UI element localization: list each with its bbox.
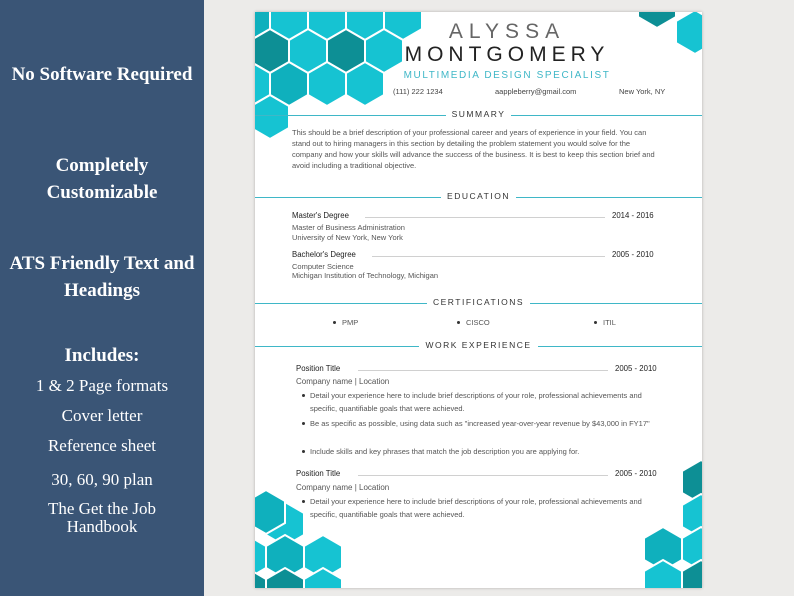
divider <box>358 370 608 371</box>
cert-item: CISCO <box>466 318 490 327</box>
bullet-dot <box>302 422 305 425</box>
edu-field: Master of Business Administration <box>292 223 405 232</box>
divider <box>372 256 605 257</box>
includes-title: Includes: <box>64 345 140 366</box>
location: New York, NY <box>619 87 666 96</box>
job-bullet: Detail your experience here to include brief descriptions of your role, professional achievements and specific, quantifiable goals that were achieved. <box>310 497 642 519</box>
job-title: Position Title <box>296 364 341 373</box>
includes-item: 30, 60, 90 plan <box>51 470 153 489</box>
feature-customizable: Completely Customizable <box>46 155 158 203</box>
bullet-dot <box>457 321 460 324</box>
summary-label: SUMMARY <box>446 109 512 119</box>
edu-degree: Bachelor's Degree <box>292 250 356 259</box>
job-title: MULTIMEDIA DESIGN SPECIALIST <box>403 70 611 81</box>
bullet-dot <box>302 394 305 397</box>
feature-sidebar <box>0 0 204 596</box>
bullet-dot <box>333 321 336 324</box>
includes-item: The Get the Job Handbook <box>47 499 157 536</box>
cert-item: PMP <box>342 318 359 327</box>
job-company: Company name | Location <box>296 483 390 492</box>
edu-field: Computer Science <box>292 262 354 271</box>
resume-page <box>255 12 702 588</box>
job-years: 2005 - 2010 <box>615 364 657 373</box>
edu-school: Michigan Institution of Technology, Michigan <box>292 271 439 280</box>
job-company: Company name | Location <box>296 377 390 386</box>
includes-item: 1 & 2 Page formats <box>35 376 169 395</box>
bullet-dot <box>302 450 305 453</box>
feature-no-software: No Software Required <box>11 64 193 85</box>
job-title: Position Title <box>296 469 341 478</box>
edu-years: 2005 - 2010 <box>612 250 654 259</box>
divider <box>365 217 605 218</box>
includes-item: Cover letter <box>61 406 143 425</box>
includes-item: Reference sheet <box>47 436 157 455</box>
edu-years: 2014 - 2016 <box>612 211 654 220</box>
job-years: 2005 - 2010 <box>615 469 657 478</box>
first-name: ALYSSA <box>448 20 566 43</box>
certifications-label: CERTIFICATIONS <box>427 297 530 307</box>
edu-degree: Master's Degree <box>292 211 349 220</box>
job-bullet: Detail your experience here to include brief descriptions of your role, professional achievements and specific, quantifiable goals that were achieved. <box>310 391 642 413</box>
education-label: EDUCATION <box>441 191 516 201</box>
email: aappleberry@gmail.com <box>495 87 577 96</box>
job-bullet: Be as specific as possible, using data such as "increased year-over-year revenue by $43,000 in FY17" <box>310 419 650 428</box>
summary-text: This should be a brief description of your professional career and years of experience in your field. You can stand out to hiring managers in this section by detailing the problem statement you would solve for the company and how your skills will advance the success of the business. It is best to keep this section brief and avoid including a traditional objective. <box>292 128 655 170</box>
last-name: MONTGOMERY <box>404 43 610 66</box>
divider <box>358 475 608 476</box>
education-heading <box>255 191 702 203</box>
bullet-dot <box>594 321 597 324</box>
feature-ats: ATS Friendly Text and Headings <box>9 253 195 301</box>
work-label: WORK EXPERIENCE <box>419 340 537 350</box>
cert-item: ITIL <box>603 318 616 327</box>
work-heading <box>255 340 702 352</box>
summary-heading <box>255 109 702 121</box>
certifications-heading <box>255 297 702 309</box>
edu-school: University of New York, New York <box>292 233 403 242</box>
job-bullet: Include skills and key phrases that match the job description you are applying for. <box>310 447 580 456</box>
phone: (111) 222 1234 <box>393 87 443 96</box>
bullet-dot <box>302 500 305 503</box>
